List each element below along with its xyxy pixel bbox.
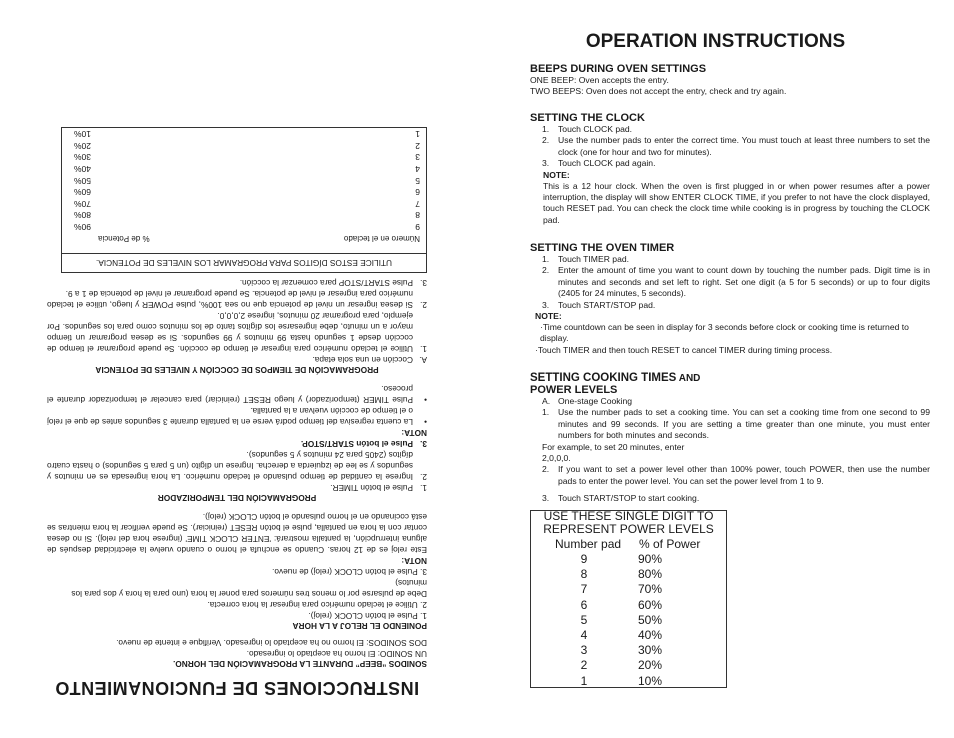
beeps-heading: BEEPS DURING OVEN SETTINGS <box>530 63 707 75</box>
table-row: 5 50% <box>580 612 663 627</box>
spanish-table-rows <box>62 128 426 232</box>
spanish-table-row: 4 40% <box>74 164 420 175</box>
spanish-table-row: 6 60% <box>74 187 420 198</box>
clock-step: 1. Touch CLOCK pad. <box>542 124 633 134</box>
timer-heading: SETTING THE OVEN TIMER <box>530 242 675 254</box>
cooking-section <box>530 372 930 505</box>
spanish-table-header <box>62 232 426 253</box>
spanish-title: INSTRUCCIONES DE FUNCIONAMIENTO <box>54 678 420 698</box>
table-col-power: % of Power <box>639 537 701 551</box>
spanish-table-col-power: % de Potencia <box>98 234 150 243</box>
spanish-power-table <box>61 127 427 273</box>
spanish-timer-note: • La cuenta regresiva del tiempo podrá verse en la pantalla durante 3 segundos antes de que el reloj o el tiempo de cocción vuelvan a la pantalla. <box>47 406 427 427</box>
timer-step: 1. Touch TIMER pad. <box>542 254 630 264</box>
spanish-cook-step: 3. Pulse START/STOP para comenzar la cocción. <box>239 278 427 288</box>
table-row: 9 90% <box>580 552 663 566</box>
clock-steps <box>530 124 930 170</box>
clock-section <box>530 112 930 226</box>
table-row: 3 30% <box>580 643 663 658</box>
spanish-table-row: 3 30% <box>74 152 420 163</box>
spanish-beeps-heading: SONIDOS “BEEP” DURANTE LA PROGRAMACIÓN DEL HORNO. <box>173 659 427 669</box>
spanish-table-row: 1 10% <box>74 129 420 140</box>
spanish-clock-note: Este reloj es de 12 horas. Cuando se enchufa el horno o cuando vuelve la electricidad después de alguna interrupción, la pantalla mostrará: 'ENTER CLOCK TIME' (ingrese hora del reloj). Si no desea contar con la hora en pantalla, pulse el botón RESET (reiniciar). Se puede verificar la hora mientras se está cocinando en el horno pulsando el botón CLOCK (reloj). <box>47 512 427 555</box>
spanish-beep-one: UN SONIDO: El horno ha aceptado lo ingresado. <box>246 649 427 659</box>
timer-steps <box>530 254 930 311</box>
table-row: 1 10% <box>580 673 663 688</box>
cooking-step-3: 3. Touch START/STOP to start cooking. <box>542 493 700 504</box>
page-title: OPERATION INSTRUCTIONS <box>585 31 846 52</box>
spanish-table-row: 8 80% <box>74 210 420 221</box>
spanish-clock-heading: PONIENDO EL RELOJ A LA HORA <box>292 621 427 631</box>
spanish-cook-step: A. Cocción en una sola etapa. <box>312 355 427 365</box>
cooking-example-digits: 2,0,0,0. <box>542 453 571 464</box>
cooking-heading: SETTING COOKING TIMES AND <box>530 372 701 384</box>
clock-step: 3. Touch CLOCK pad again. <box>542 158 656 169</box>
table-row: 4 40% <box>580 628 663 643</box>
clock-note-label: NOTE: <box>543 169 570 180</box>
spanish-clock-step: Debe de pulsarse por lo menos tres números para poner la hora (uno para la hora y dos para los minutos) <box>71 578 427 599</box>
spanish-timer-heading: PROGRAMACIÓN DEL TEMPORIZADOR <box>157 493 317 503</box>
spanish-table-row: 2 20% <box>74 140 420 151</box>
table-rows <box>531 552 726 689</box>
spanish-cook-step: 2. Si desea ingresar un nivel de potencia que no sea 100%, pulse POWER y luego, utilice el teclado numérico para ingresar el nivel de potencia. Se puede programar el nivel de potencia de 1 a 9. <box>47 289 427 310</box>
clock-note-text: This is a 12 hour clock. When the oven is first plugged in or when power resumes after a power interruption, the display will show ENTER CLOCK TIME, if you prefer to not have the clock displayed, touch RESET pad. You can check the clock time while cooking is in progress by touching the CLOCK pad. <box>543 180 930 225</box>
spanish-note-label: NOTA: <box>401 556 427 566</box>
power-level-table <box>530 510 727 688</box>
table-col-number-pad: Number pad <box>555 537 622 551</box>
table-caption-line-2: REPRESENT POWER LEVELS <box>543 522 714 536</box>
spanish-timer-step: 3. Pulse el botón START/STOP. <box>300 439 427 449</box>
spanish-clock-step: 2. Utilice el teclado numérico para ingresar la hora correcta. <box>207 600 427 610</box>
beep-one-text: ONE BEEP: Oven accepts the entry. <box>530 75 669 85</box>
table-row: 7 70% <box>580 582 663 597</box>
timer-note-one: ·Time countdown can be seen in display for 3 seconds before clock or cooking time is returned to display. <box>540 322 909 344</box>
beep-two-text: TWO BEEPS: Oven does not accept the entry, check and try again. <box>530 86 787 97</box>
timer-note-label: NOTE: <box>535 311 562 322</box>
english-page <box>477 0 954 738</box>
cooking-step-1: 1. Use the number pads to set a cooking time. You can set a cooking time from one second to 99 minutes and 99 seconds. If you are setting a time greater than one minute, you must enter numbers for both minutes and seconds. <box>542 407 930 441</box>
table-row: 8 80% <box>580 567 663 582</box>
table-caption-line-1: USE THESE SINGLE DIGIT TO <box>543 509 714 523</box>
clock-step: 2. Use the number pads to enter the correct time. You must touch at least three numbers to set the clock (one for hour and two for minutes). <box>542 135 930 157</box>
spanish-cook-heading: PROGRAMACIÓN DE TIEMPOS DE COCCIÓN Y NIVELES DE POTENCIA <box>95 365 379 375</box>
cooking-step-2: 2. If you want to set a power level other than 100% power, touch POWER, then use the number pads to enter the power level. You can set the power level from 1 to 9. <box>542 464 930 486</box>
beeps-section <box>530 63 930 98</box>
power-levels-heading: POWER LEVELS <box>530 384 618 396</box>
timer-note-two: ·Touch TIMER and then touch RESET to cancel TIMER during timing process. <box>535 344 833 355</box>
spanish-timer-step: 1. Pulse el botón TIMER. <box>330 483 427 493</box>
cooking-step-a: A. One-stage Cooking <box>542 396 633 406</box>
spanish-table-caption: UTILICE ESTOS DÍGITOS PARA PROGRAMAR LOS NIVELES DE POTENCIA. <box>62 253 426 272</box>
table-row: 6 60% <box>580 597 663 612</box>
cooking-example: For example, to set 20 minutes, enter <box>542 441 685 452</box>
spanish-clock-step: 1. Pulse el botón CLOCK (reloj). <box>308 611 427 621</box>
spanish-table-col-pad: Número en el teclado <box>343 234 420 243</box>
spanish-content <box>47 127 427 698</box>
spanish-table-row: 5 50% <box>74 175 420 186</box>
spanish-timer-note: • Pulse TIMER (temporizador) y luego RESET (reiniciar) para cancelar el temporizador durante el proceso. <box>47 384 427 405</box>
spanish-beep-two: DOS SONIDOS: El horno no ha aceptado lo ingresado. Verifique e intente de nuevo. <box>116 638 427 648</box>
spanish-cook-step: 1. Utilice el teclado numérico para ingresar el tiempo de cocción. Se puede programar el tiempo de cocción desde 1 segundo hasta 99 minutos y 99 segundos. Si se desea programar un tiempo mayor a un minuto, debe ingresarse los dígitos tanto de los minutos como para los segundos. Por ejemplo, para programar 20 minutos, ingrese 2,0,0,0. <box>47 311 427 354</box>
table-header <box>531 537 726 552</box>
timer-step: 3. Touch START/STOP pad. <box>542 299 656 310</box>
spanish-table-row: 7 70% <box>74 198 420 209</box>
spanish-clock-step: 3. Pulse el botón CLOCK (reloj) de nuevo. <box>272 567 427 577</box>
timer-step: 2. Enter the amount of time you want to count down by touching the number pads. Digit time is in minutes and seconds and set left to right. Set one digit (a 5 for 5 seconds) or up to four digits (2405 for 24 minutes, 5 seconds). <box>542 265 930 299</box>
spanish-table-row: 9 90% <box>74 222 420 232</box>
table-row: 2 20% <box>580 658 663 673</box>
clock-heading: SETTING THE CLOCK <box>530 112 645 124</box>
timer-section <box>530 242 930 356</box>
spanish-note-label: NOTA: <box>401 428 427 438</box>
spanish-timer-step: 2. Ingrese la cantidad de tiempo pulsando el teclado numérico. La hora ingresada es en minutos y segundos y se lee de izquierda a derecha. Ingrese un dígito (un 5 para 5 segundos) o hasta cuatro dígitos (2405 para 24 minutos y 5 segundos). <box>47 450 427 482</box>
